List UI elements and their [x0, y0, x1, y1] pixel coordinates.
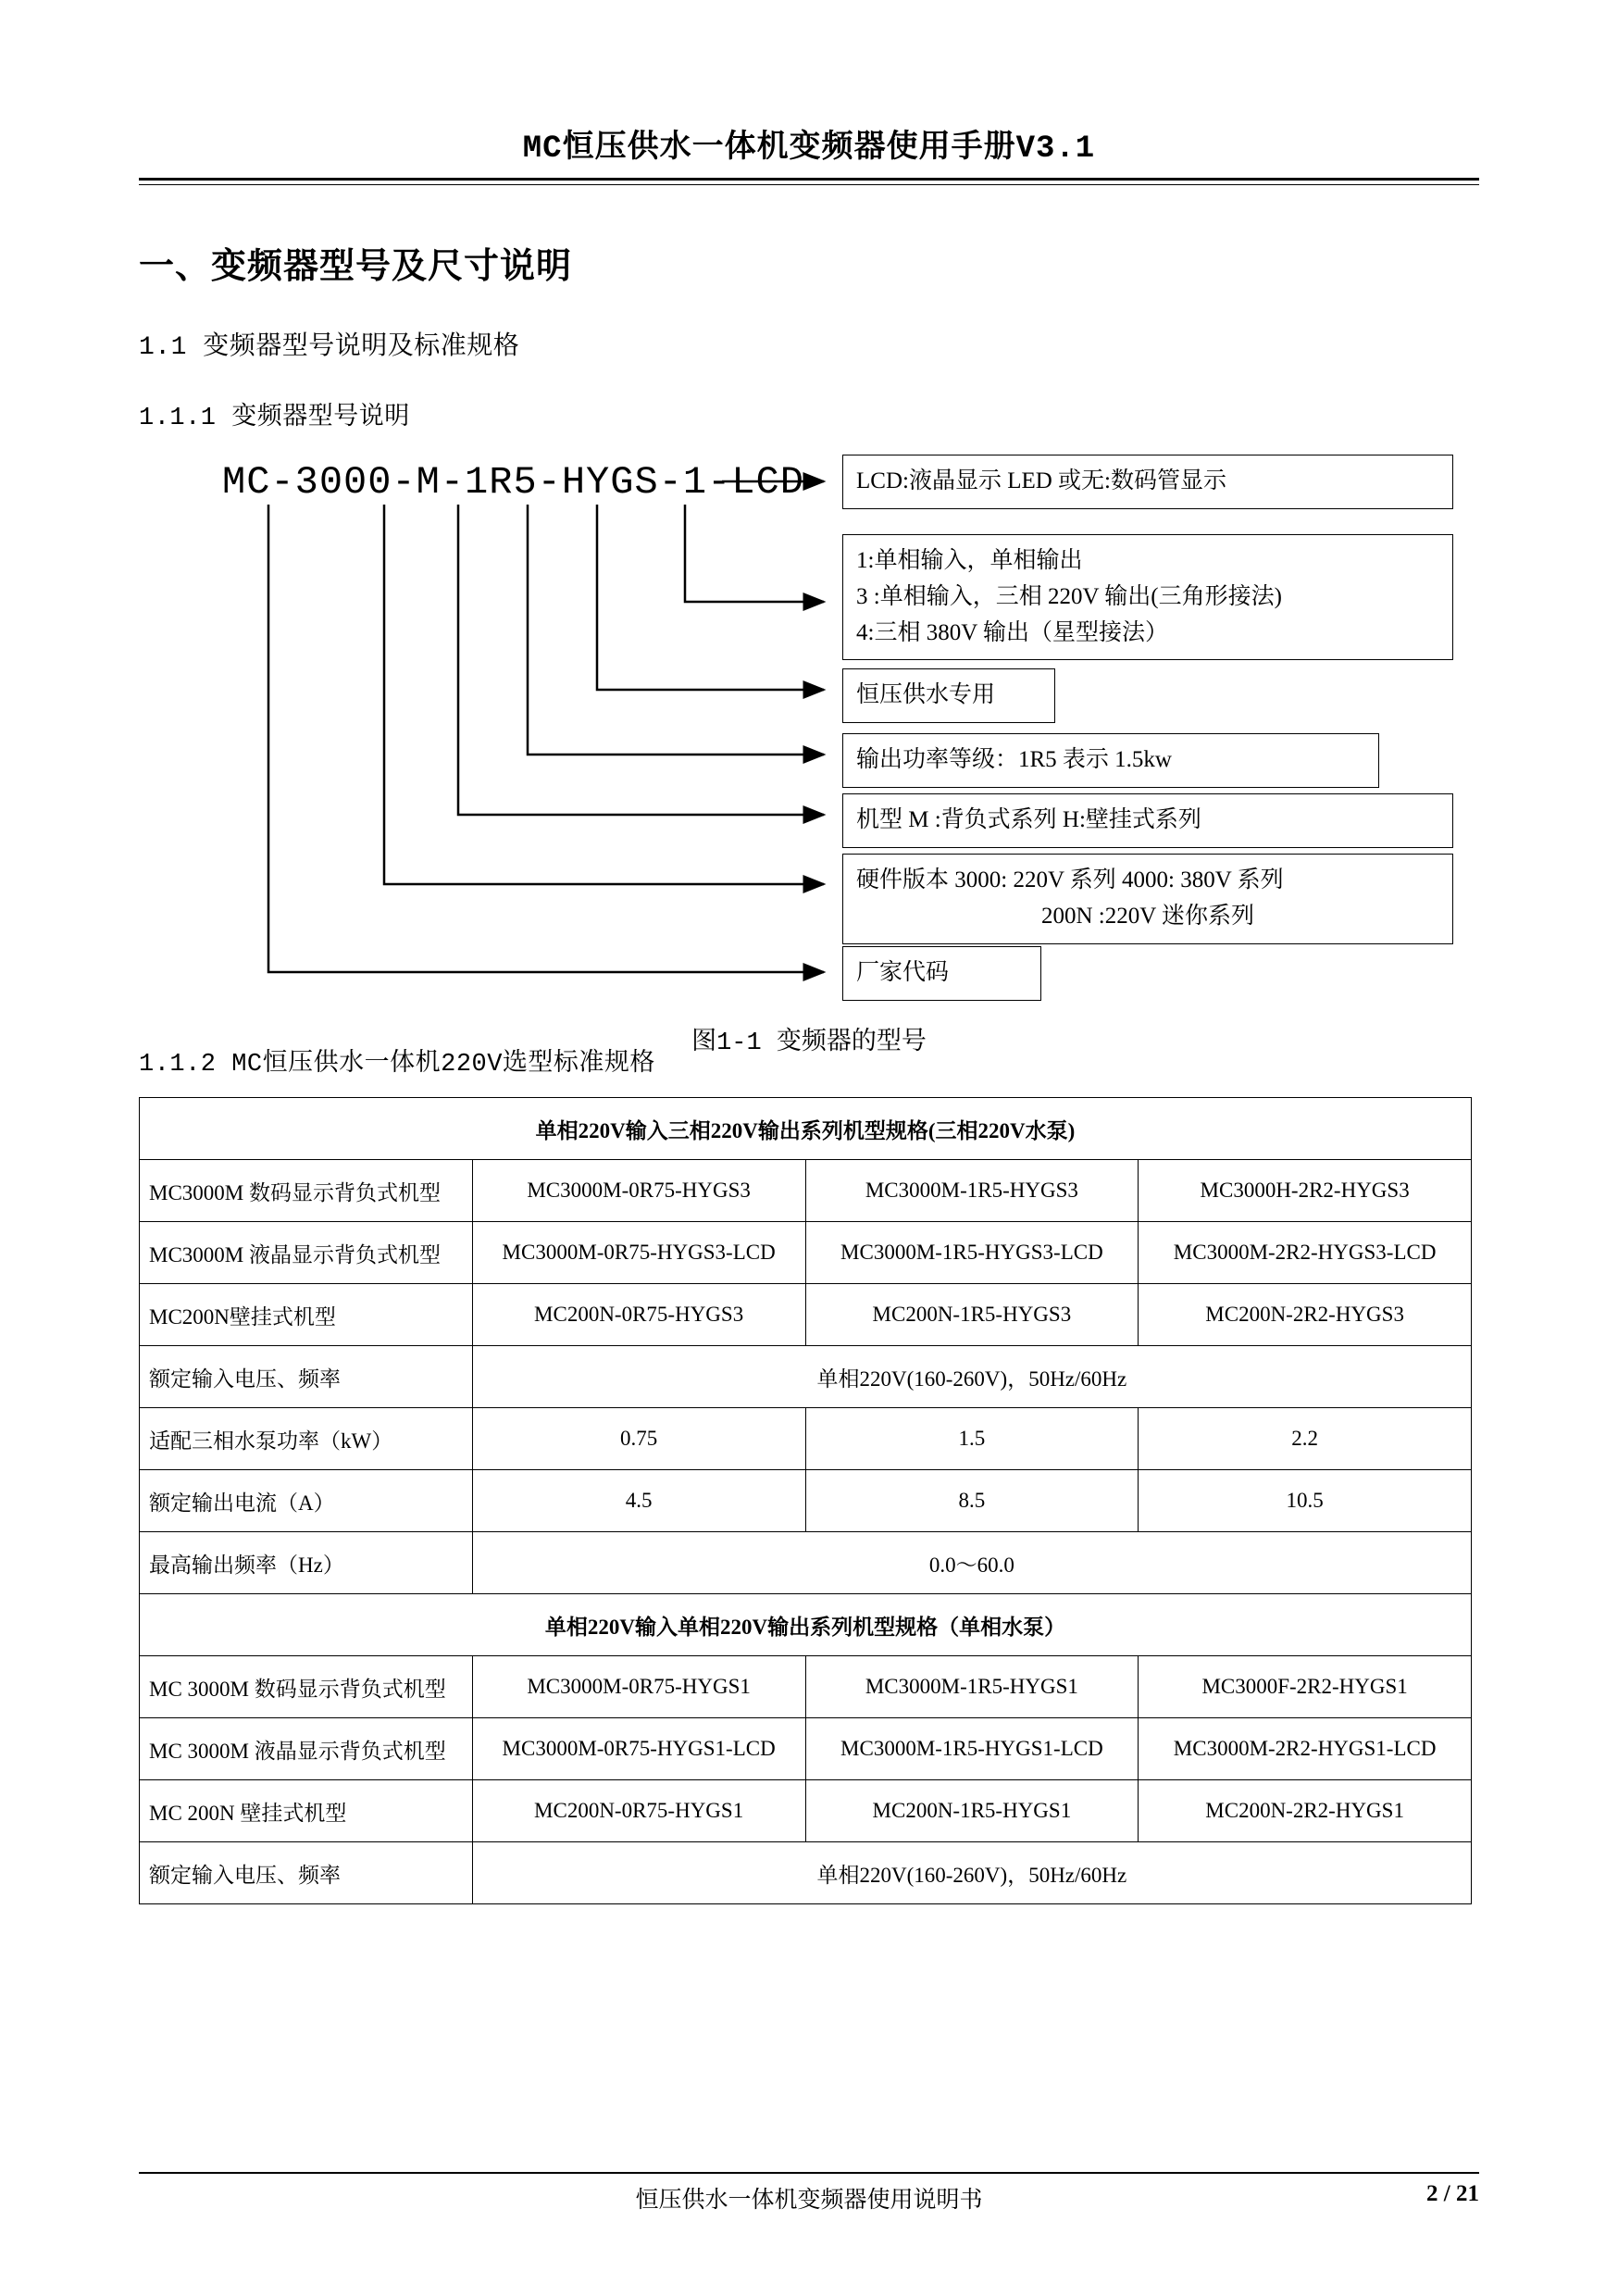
spec-table: [139, 1097, 1472, 1904]
row-label: MC 3000M 数码显示背负式机型: [140, 1656, 473, 1718]
row-value: MC3000M-0R75-HYGS1: [472, 1656, 805, 1718]
figure-caption: 图1-1 变频器的型号: [691, 1029, 927, 1057]
row-label: MC3000M 液晶显示背负式机型: [140, 1222, 473, 1284]
row-label: 最高输出频率（Hz）: [140, 1532, 473, 1594]
row-value: MC3000M-1R5-HYGS1-LCD: [805, 1718, 1139, 1780]
model-code-text: MC-3000-M-1R5-HYGS-1-LCD: [222, 460, 804, 505]
footer-row: [139, 2181, 1479, 2215]
model-code-diagram: [139, 449, 1479, 1199]
row-label: 额定输入电压、频率: [140, 1346, 473, 1408]
table-row: [140, 1780, 1472, 1842]
legend-phase4-text: 4:三相 380V 输出（星型接法）: [856, 619, 1169, 645]
legend-display-text: LCD:液晶显示 LED 或无:数码管显示: [856, 468, 1226, 493]
table-row: [140, 1284, 1472, 1346]
legend-machine-type-text: 机型 M :背负式系列 H:壁挂式系列: [856, 807, 1201, 832]
section-heading: 一、变频器型号及尺寸说明: [139, 245, 573, 286]
row-value: MC200N-2R2-HYGS1: [1139, 1780, 1472, 1842]
legend-box-hardware: [842, 854, 1453, 944]
row-value: 0.0～60.0: [472, 1532, 1471, 1594]
row-value: MC3000M-0R75-HYGS1-LCD: [472, 1718, 805, 1780]
row-value: 单相220V(160-260V)，50Hz/60Hz: [472, 1842, 1471, 1904]
subsection-heading-1-1-1: 1.1.1 变频器型号说明: [139, 405, 410, 432]
legend-box-phase: [842, 534, 1453, 660]
footer-text: 恒压供水一体机变频器使用说明书: [635, 2188, 983, 2213]
group1-title: 单相220V输入三相220V输出系列机型规格(三相220V水泵): [140, 1098, 1472, 1160]
row-value: 10.5: [1139, 1470, 1472, 1532]
subsection-heading-1-1-2: 1.1.2 MC恒压供水一体机220V选型标准规格: [139, 1051, 655, 1079]
table-row: [140, 1346, 1472, 1408]
group2-title: 单相220V输入单相220V输出系列机型规格（单相水泵）: [140, 1594, 1472, 1656]
legend-box-vendor: [842, 946, 1041, 1001]
row-value: 8.5: [805, 1470, 1139, 1532]
row-value: 0.75: [472, 1408, 805, 1470]
row-label: 额定输入电压、频率: [140, 1842, 473, 1904]
legend-box-display: [842, 455, 1453, 509]
row-value: 1.5: [805, 1408, 1139, 1470]
legend-phase1-text: 1:单相输入，单相输出: [856, 548, 1083, 573]
row-value: MC3000F-2R2-HYGS1: [1139, 1656, 1472, 1718]
row-value: MC3000M-1R5-HYGS3-LCD: [805, 1222, 1139, 1284]
document-title: MC恒压供水一体机变频器使用手册V3.1: [522, 131, 1096, 167]
page-header: [139, 0, 1479, 185]
row-value: 单相220V(160-260V)，50Hz/60Hz: [472, 1346, 1471, 1408]
table-row: [140, 1222, 1472, 1284]
table-row: [140, 1408, 1472, 1470]
row-label: 额定输出电流（A）: [140, 1470, 473, 1532]
table-row: [140, 1718, 1472, 1780]
legend-hardware-line1-text: 硬件版本 3000: 220V 系列 4000: 380V 系列: [856, 867, 1284, 892]
table-row: [140, 1470, 1472, 1532]
page-footer: [139, 2172, 1479, 2215]
legend-box-machine-type: [842, 793, 1453, 848]
page-number: 2 / 21: [1426, 2181, 1479, 2206]
row-value: MC3000M-0R75-HYGS3: [472, 1160, 805, 1222]
row-value: MC200N-1R5-HYGS1: [805, 1780, 1139, 1842]
row-value: MC3000H-2R2-HYGS3: [1139, 1160, 1472, 1222]
row-value: 2.2: [1139, 1408, 1472, 1470]
row-value: MC3000M-0R75-HYGS3-LCD: [472, 1222, 805, 1284]
row-value: MC200N-0R75-HYGS1: [472, 1780, 805, 1842]
row-label: MC200N壁挂式机型: [140, 1284, 473, 1346]
row-value: MC3000M-1R5-HYGS3: [805, 1160, 1139, 1222]
row-label: MC 200N 壁挂式机型: [140, 1780, 473, 1842]
row-value: 4.5: [472, 1470, 805, 1532]
row-label: 适配三相水泵功率（kW）: [140, 1408, 473, 1470]
row-label: MC3000M 数码显示背负式机型: [140, 1160, 473, 1222]
table-row-group-title: [140, 1594, 1472, 1656]
legend-box-power: [842, 733, 1379, 788]
table-row: [140, 1656, 1472, 1718]
row-value: MC3000M-1R5-HYGS1: [805, 1656, 1139, 1718]
legend-application-text: 恒压供水专用: [856, 682, 996, 707]
subsection-heading-1-1: 1.1 变频器型号说明及标准规格: [139, 333, 520, 362]
footer-divider: [139, 2172, 1479, 2174]
legend-hardware-line2-text: 200N :220V 迷你系列: [1040, 903, 1255, 929]
table-row: [140, 1842, 1472, 1904]
header-divider: [139, 178, 1479, 185]
row-value: MC200N-2R2-HYGS3: [1139, 1284, 1472, 1346]
row-value: MC3000M-2R2-HYGS3-LCD: [1139, 1222, 1472, 1284]
table-row: [140, 1532, 1472, 1594]
legend-box-application: [842, 668, 1055, 723]
row-label: MC 3000M 液晶显示背负式机型: [140, 1718, 473, 1780]
legend-phase3-text: 3 :单相输入，三相 220V 输出(三角形接法): [856, 583, 1282, 609]
legend-vendor-text: 厂家代码: [856, 960, 950, 985]
row-value: MC3000M-2R2-HYGS1-LCD: [1139, 1718, 1472, 1780]
legend-power-text: 输出功率等级：1R5 表示 1.5kw: [856, 747, 1172, 772]
row-value: MC200N-0R75-HYGS3: [472, 1284, 805, 1346]
row-value: MC200N-1R5-HYGS3: [805, 1284, 1139, 1346]
